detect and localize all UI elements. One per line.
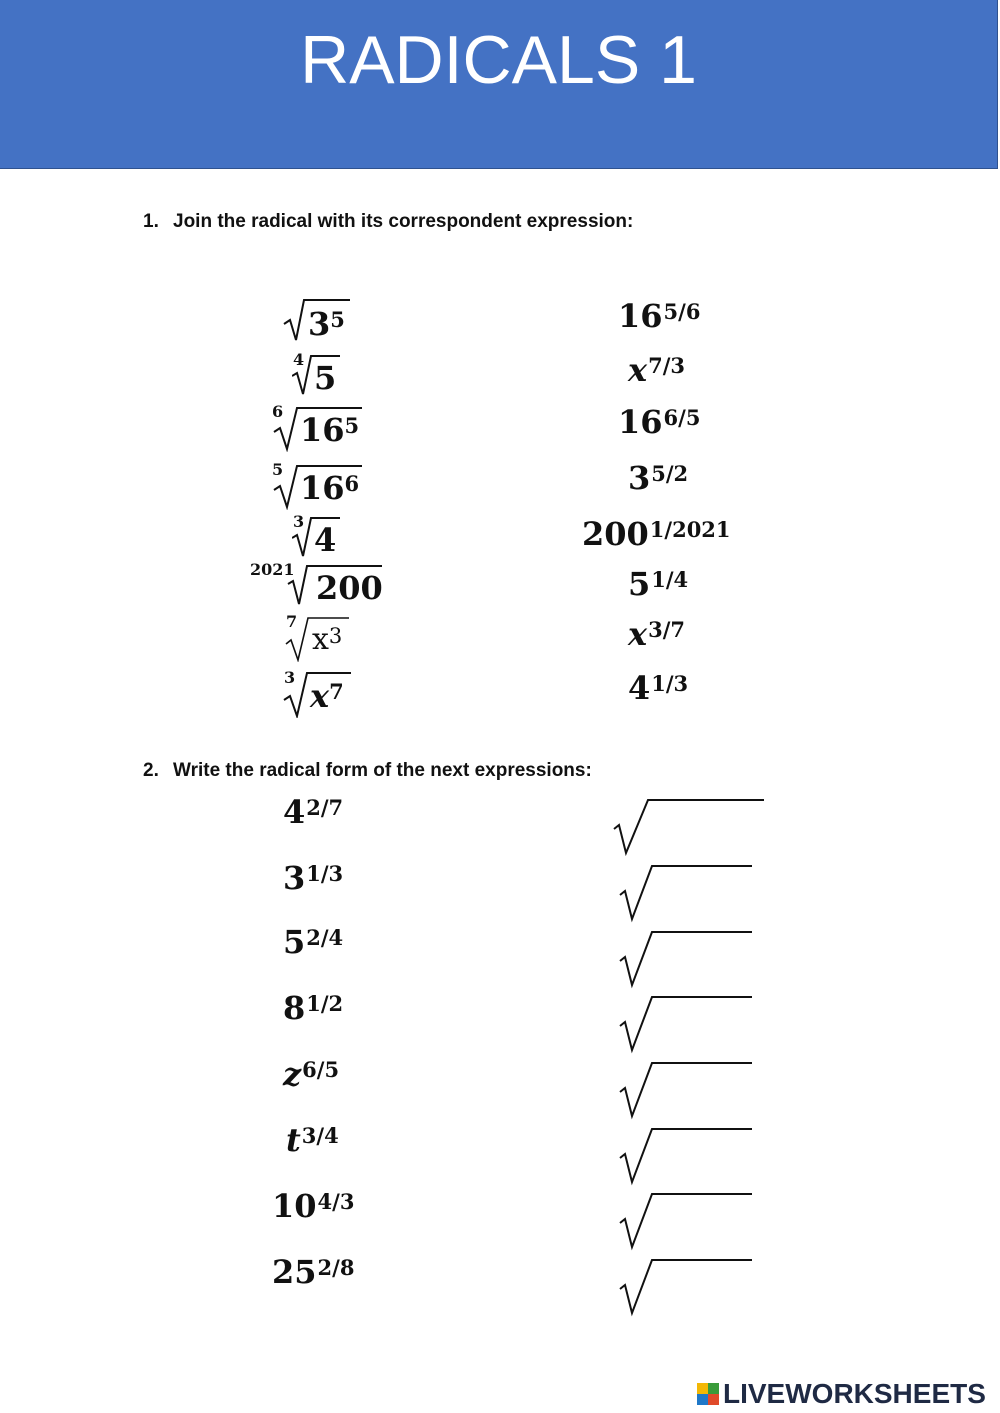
radicand-base: 3: [308, 305, 331, 343]
expression-5[interactable]: $200^{1/2021}$: [582, 515, 731, 553]
answer-box-2[interactable]: [618, 863, 778, 919]
radicand-base: 16: [300, 469, 345, 507]
radical-index: 7: [286, 612, 298, 631]
exercise-expression-2: $3^{1/3}$: [283, 859, 344, 897]
question-1-instruction: [143, 211, 633, 233]
expression-2[interactable]: $x^{7/3}$: [628, 351, 685, 389]
radical-index: 3: [284, 668, 296, 687]
radicand-exponent: 5: [344, 413, 360, 438]
question-2-instruction: [143, 760, 592, 782]
page-header: [0, 0, 998, 169]
expression-7[interactable]: $x^{3/7}$: [628, 615, 685, 653]
answer-box-8[interactable]: [618, 1257, 778, 1313]
radicand-base: 200: [316, 569, 383, 607]
radicand-base: 4: [314, 521, 337, 559]
radicand-exponent: 7: [329, 679, 344, 704]
page-title: RADICALS 1: [300, 22, 697, 98]
question-number: 1.: [143, 211, 159, 232]
expression-3[interactable]: $16^{6/5}$: [618, 403, 701, 441]
expression-6[interactable]: $5^{1/4}$: [628, 565, 689, 603]
exercise-expression-8: $25^{2/8}$: [272, 1253, 355, 1291]
exercise-expression-5: $z^{6/5}$: [283, 1055, 340, 1093]
exercise-expression-1: $4^{2/7}$: [283, 793, 344, 831]
answer-box-7[interactable]: [618, 1191, 778, 1247]
exercise-expression-7: $10^{4/3}$: [272, 1187, 355, 1225]
logo-text: LIVEWORKSHEETS: [723, 1378, 986, 1409]
radicand-exponent: 5: [330, 307, 345, 332]
radical-index: 4: [293, 350, 305, 369]
question-text: Write the radical form of the next expressions:: [173, 760, 592, 781]
liveworksheets-logo[interactable]: [697, 1376, 986, 1412]
answer-box-6[interactable]: [618, 1126, 778, 1182]
expression-8[interactable]: $4^{1/3}$: [628, 669, 689, 707]
radicand-exponent: 3: [328, 624, 343, 648]
exercise-expression-6: $t^{3/4}$: [286, 1121, 339, 1159]
question-number: 2.: [143, 760, 159, 781]
exercise-expression-3: $5^{2/4}$: [283, 923, 344, 961]
radical-sign-icon: [618, 994, 778, 1054]
answer-box-5[interactable]: [618, 1060, 778, 1116]
radicand-base: 5: [314, 359, 337, 397]
radical-index: 2021: [250, 560, 295, 579]
radical-sign-icon: [618, 1126, 778, 1186]
radicand-base: x: [312, 622, 329, 657]
radical-sign-icon: [618, 1191, 778, 1251]
radical-sign-icon: [612, 797, 772, 857]
exercise-expression-4: $8^{1/2}$: [283, 989, 344, 1027]
logo-mark-icon: [697, 1383, 719, 1405]
answer-box-1[interactable]: [612, 797, 772, 853]
radicand-base: 16: [300, 411, 345, 449]
radicand-base: x: [310, 677, 330, 715]
answer-box-4[interactable]: [618, 994, 778, 1050]
question-text: Join the radical with its correspondent expression:: [173, 211, 634, 232]
radical-index: 3: [293, 512, 305, 531]
answer-box-3[interactable]: [618, 929, 778, 985]
radical-sign-icon: [618, 929, 778, 989]
radical-sign-icon: [618, 1257, 778, 1317]
radical-index: 6: [272, 402, 284, 421]
radical-sign-icon: [618, 1060, 778, 1120]
radical-sign-icon: [618, 863, 778, 923]
expression-1[interactable]: $16^{5/6}$: [618, 297, 701, 335]
radical-index: 5: [272, 460, 284, 479]
radicand-exponent: 6: [344, 471, 360, 496]
expression-4[interactable]: $3^{5/2}$: [628, 459, 689, 497]
